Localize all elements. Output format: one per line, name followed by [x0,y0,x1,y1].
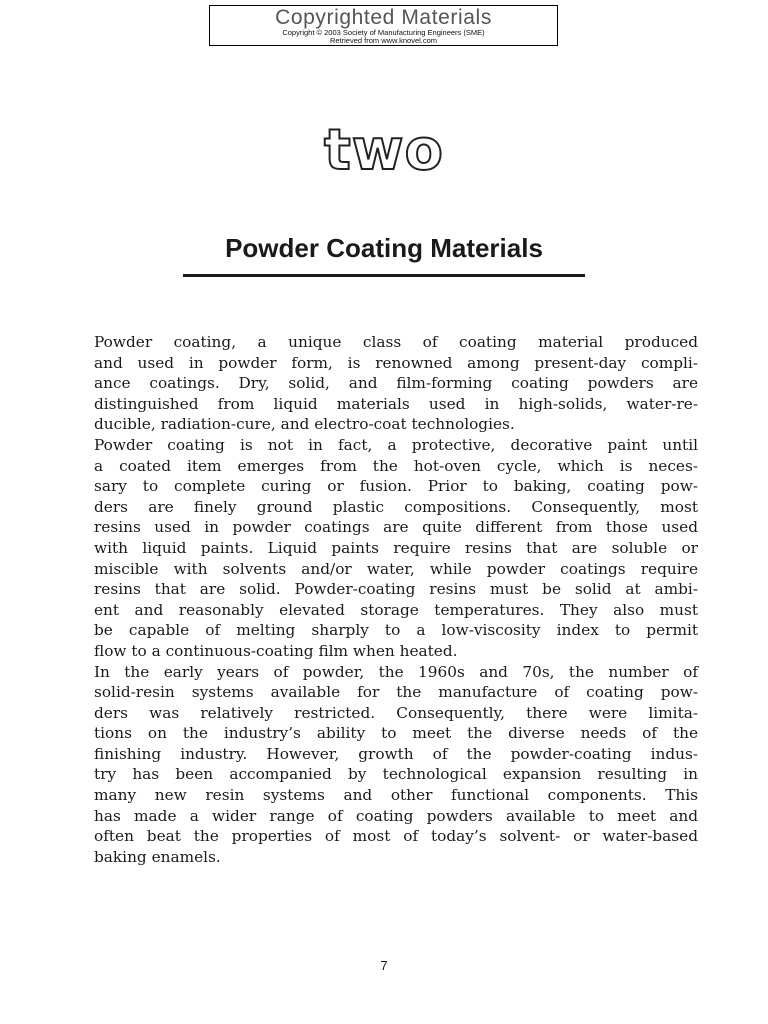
paragraph-3 [70,662,698,868]
text-line: has made a wider range of coating powders available to meet and [94,806,698,825]
body-text [70,332,698,867]
text-line: try has been accompanied by technological expansion resulting in [94,765,698,784]
text-line: flow to a continuous-coating film when heated. [94,641,458,660]
retrieved-notice: Retrieved from www.knovel.com [329,36,438,45]
text-line: ent and reasonably elevated storage temperatures. They also must [94,600,698,619]
copyright-notice: Copyright © 2003 Society of Manufacturing Engineers (SME) [282,28,485,37]
text-line: miscible with solvents and/or water, while powder coatings require [94,559,698,578]
chapter-title: Powder Coating Materials [225,233,543,263]
text-line: resins used in powder coatings are quite different from those used [94,518,698,537]
paragraph-1 [70,332,698,435]
text-line: a coated item emerges from the hot-oven cycle, which is neces- [94,456,698,475]
text-line: resins that are solid. Powder-coating resins must be solid at ambi- [94,580,698,599]
text-line: ders was relatively restricted. Consequently, there were limita- [94,703,698,722]
text-line: ance coatings. Dry, solid, and film-forming coating powders are [94,374,698,393]
text-line: sary to complete curing or fusion. Prior to baking, coating pow- [94,477,698,496]
copyright-title: Copyrighted Materials [275,6,492,29]
text-line: tions on the industry’s ability to meet the diverse needs of the [94,724,698,743]
paragraph-2 [70,435,698,662]
text-line: Powder coating is not in fact, a protective, decorative paint until [94,435,698,454]
text-line: be capable of melting sharply to a low-viscosity index to permit [94,621,698,640]
text-line: many new resin systems and other functional components. This [94,786,698,805]
chapter-number: two [324,118,444,183]
text-line: solid-resin systems available for the manufacture of coating pow- [94,683,698,702]
text-line: Powder coating, a unique class of coating material produced [94,333,698,351]
text-line: ders are finely ground plastic compositions. Consequently, most [94,497,698,516]
text-line: baking enamels. [94,847,221,866]
text-line: In the early years of powder, the 1960s and 70s, the number of [94,662,698,681]
text-line: with liquid paints. Liquid paints require resins that are soluble or [94,538,698,557]
text-line: finishing industry. However, growth of the powder-coating indus- [94,744,698,763]
text-line: and used in powder form, is renowned among present-day compli- [94,353,698,372]
copyright-banner [209,5,558,46]
text-line: ducible, radiation-cure, and electro-coat technologies. [94,415,515,434]
title-underline [183,274,585,277]
text-line: distinguished from liquid materials used in high-solids, water-re- [94,394,698,413]
page-number: 7 [380,958,388,973]
text-line: often beat the properties of most of today’s solvent- or water-based [94,827,698,846]
